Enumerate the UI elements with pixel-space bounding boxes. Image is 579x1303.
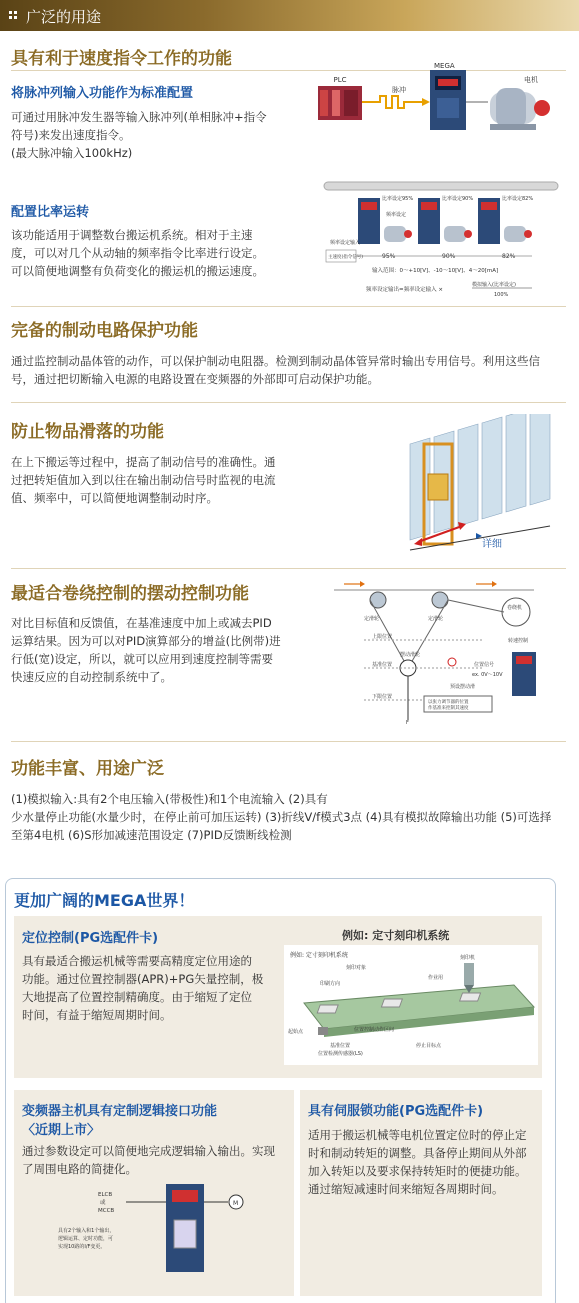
svg-text:实现10路的I/F变更。: 实现10路的I/F变更。 xyxy=(58,1244,106,1250)
svg-text:具有2个输入和1个输出，: 具有2个输入和1个输出， xyxy=(58,1228,115,1234)
svg-text:逻辑运算、定时功能，可: 逻辑运算、定时功能，可 xyxy=(58,1236,114,1242)
marking-system-figure xyxy=(284,945,538,1065)
svg-text:比率设定82%: 比率设定82% xyxy=(502,196,534,202)
ratio-operation-title: 配置比率运转 xyxy=(11,205,90,220)
svg-text:比率设定95%: 比率设定95% xyxy=(382,196,414,202)
svg-text:刻印对象: 刻印对象 xyxy=(346,965,367,971)
grid-dots-icon xyxy=(9,11,18,20)
svg-text:或: 或 xyxy=(100,1200,106,1206)
dancer-control-figure xyxy=(334,576,564,726)
rich-functions-title: 功能丰富、用途广泛 xyxy=(11,759,164,779)
svg-text:定滑轮: 定滑轮 xyxy=(428,616,444,622)
pulse-signal xyxy=(362,96,422,108)
svg-text:转速控制: 转速控制 xyxy=(508,638,529,644)
svg-text:停止目标点: 停止目标点 xyxy=(416,1043,442,1049)
elevator-car xyxy=(428,474,448,500)
elevator-figure xyxy=(400,414,560,554)
braking-protection-desc: 通过监控制动晶体管的动作，可以保护制动电阻器。检测到制动晶体管异常时输出专用信号。利用这些信 号，通过把切断输入电源的电路设置在变频器的外部即可启动保护功能。 xyxy=(11,354,540,386)
svg-text:作业用: 作业用 xyxy=(428,975,444,981)
svg-text:以张力调节器的位置: 以张力调节器的位置 xyxy=(428,700,469,705)
pulse-input-title: 将脉冲列输入功能作为标准配置 xyxy=(11,86,194,101)
dancer-control-title: 最适合卷绕控制的摆动控制功能 xyxy=(11,584,249,604)
svg-text:下限位置: 下限位置 xyxy=(372,694,393,700)
pulse-input-desc: 可通过用脉冲发生器等输入脉冲列(单相脉冲+指令 符号)来发出速度指令。 (最大脉冲输入100kHz) xyxy=(11,110,267,160)
conveyor-bar xyxy=(324,182,558,190)
positioning-example-title: 例如: 定寸刻印机系统 xyxy=(342,929,450,942)
ratio-unit-3 xyxy=(478,195,533,260)
svg-text:刻印机: 刻印机 xyxy=(460,955,476,961)
svg-text:频率设定输入: 频率设定输入 xyxy=(330,240,361,246)
svg-text:MCCB: MCCB xyxy=(98,1208,115,1214)
svg-text:ELCB: ELCB xyxy=(98,1192,113,1198)
divider xyxy=(11,306,566,307)
header-title: 广泛的用途 xyxy=(26,8,102,26)
svg-text:摆动滑轮: 摆动滑轮 xyxy=(400,652,421,658)
svg-text:卷绕机: 卷绕机 xyxy=(507,605,523,611)
svg-text:位置检测传感器(LS): 位置检测传感器(LS) xyxy=(318,1051,363,1057)
positioning-desc: 具有最适合搬运机械等需要高精度定位用途的 功能。通过位置控制器(APR)+PG矢量控制，极 大地提高了位置控制精确度。由于缩短了定位 时间，有益于缩短周期时间。 xyxy=(22,954,264,1022)
marking-head xyxy=(464,963,474,985)
svg-text:印刷方向: 印刷方向 xyxy=(320,981,341,987)
ratio-unit-2 xyxy=(418,195,473,260)
svg-text:100%: 100% xyxy=(494,292,509,298)
svg-text:基准位置: 基准位置 xyxy=(372,662,393,668)
svg-text:基准位置: 基准位置 xyxy=(330,1043,351,1049)
pulse-label: 脉冲 xyxy=(392,86,406,94)
logic-interface-figure xyxy=(56,1180,256,1276)
svg-text:频率设定: 频率设定 xyxy=(386,212,407,218)
svg-text:例如: 定寸刻印机系统: 例如: 定寸刻印机系统 xyxy=(290,952,348,959)
positioning-title: 定位控制(PG选配件卡) xyxy=(22,931,159,946)
logic-interface-desc: 通过参数设定可以简便地完成逻辑输入输出。实现 了周围电路的简捷化。 xyxy=(22,1144,275,1176)
ratio-operation-figure xyxy=(322,180,562,300)
svg-text:82%: 82% xyxy=(502,253,516,260)
dancer-control-desc: 对比目标值和反馈值，在基准速度中加上或减去PID 运算结果。因为可以对PID演算部分的增益(比例带)进 行低(宽)设定，所以，就可以应用到速度控制等需要 快速反应的自动控制系统中了。 xyxy=(11,616,281,684)
divider xyxy=(11,741,566,742)
ratio-formula: 频率设定输出=频率设定输入 × xyxy=(366,287,443,293)
svg-text:95%: 95% xyxy=(382,253,396,260)
input-range: 输入范围：0～+10[V]、-10～10[V]、4～20[mA] xyxy=(372,268,499,274)
anti-slip-title: 防止物品滑落的功能 xyxy=(11,422,164,442)
svg-text:模拟输入(比率设定): 模拟输入(比率设定) xyxy=(472,282,516,288)
speed-command-title: 具有利于速度指令工作的功能 xyxy=(11,49,232,69)
svg-text:预设摆动滑: 预设摆动滑 xyxy=(450,684,476,690)
anti-slip-desc: 在上下搬运等过程中，提高了制动信号的准确性。通 过把转矩值加入到以往在输出制动信号时监视的电流 值、频率中，可以简便地调整制动时序。 xyxy=(11,455,276,505)
mega-label: MEGA xyxy=(434,62,455,70)
svg-text:位置信号: 位置信号 xyxy=(474,662,495,668)
divider xyxy=(11,402,566,403)
svg-text:比率设定90%: 比率设定90% xyxy=(442,196,474,202)
logic-interface-title: 变频器主机具有定制逻辑接口功能 〈近期上市〉 xyxy=(22,1104,218,1138)
svg-text:定滑轮: 定滑轮 xyxy=(364,616,380,622)
detail-link[interactable]: 详细 xyxy=(482,539,502,550)
svg-text:ex. 0V～10V: ex. 0V～10V xyxy=(472,672,503,678)
rich-functions-desc: (1)模拟输入:具有2个电压输入(带极性)和1个电流输入 (2)具有 少水量停止功能(水量少时，在停止前可加压运转) (3)折线V/f模式3点 (4)具有模拟故障输出功能 (5)可选择 至第4电机 (6)S形加减速范围设定 (7)PID反馈断线检测 xyxy=(11,792,552,842)
svg-text:M: M xyxy=(233,1200,239,1207)
section-header-bar xyxy=(0,0,579,31)
ratio-unit-1 xyxy=(358,195,413,260)
svg-text:90%: 90% xyxy=(442,253,456,260)
svg-text:F: F xyxy=(406,720,409,726)
svg-text:起始点: 起始点 xyxy=(288,1029,304,1035)
svg-text:位置控制动作区间: 位置控制动作区间 xyxy=(354,1027,395,1033)
servo-lock-title: 具有伺服锁功能(PG选配件卡) xyxy=(308,1104,484,1119)
ratio-operation-desc: 该功能适用于调整数台搬运机系统。相对于主速 度，可以对几个从动轴的频率指令比率进行设定。 可以简便地调整有负荷变化的搬运机的搬运速度。 xyxy=(11,228,264,278)
mega-world-title: 更加广阔的MEGA世界！ xyxy=(14,891,195,910)
braking-protection-title: 完备的制动电路保护功能 xyxy=(11,321,198,341)
servo-lock-desc: 适用于搬运机械等电机位置定位时的停止定 时和制动转矩的调整。具备停止期间从外部 加入转矩以及要求保持转矩时的便捷功能。 通过缩短减速时间来缩短各周期时间。 xyxy=(308,1128,527,1196)
motor-label: 电机 xyxy=(524,76,538,84)
svg-text:主速度(指令信号): 主速度(指令信号) xyxy=(328,255,364,260)
pulse-input-figure xyxy=(310,58,555,138)
svg-text:上限位置: 上限位置 xyxy=(372,634,393,640)
plc-label: PLC xyxy=(333,76,347,84)
divider xyxy=(11,568,566,569)
svg-text:作基准来控制其速度: 作基准来控制其速度 xyxy=(428,706,469,711)
